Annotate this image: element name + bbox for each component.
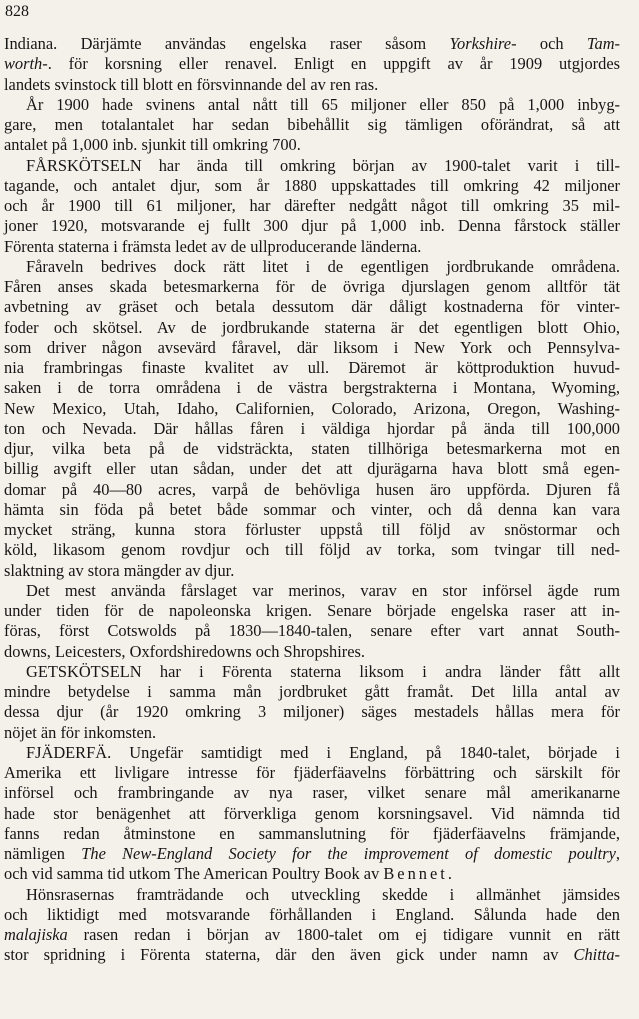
text-line [4, 115, 620, 135]
text-line [4, 75, 620, 95]
text-segment: dessa djur (år 1920 omkring 3 miljoner) säges mestadels hållas mera för [4, 702, 620, 722]
text-line [4, 500, 620, 520]
text-segment: Amerika ett livligare intresse för fjäderfäavelns förbättring och särskilt för [4, 763, 620, 782]
text-segment: Förenta staterna i främsta ledet av de ullproducerande länderna. [4, 236, 422, 256]
text-segment: gare, men totalantalet har sedan bibehållit sig tämligen oförändrat, så att [4, 115, 620, 134]
text-segment: djur, vilka beta på de vidsträckta, staten tillhöriga betesmarkerna mot en [4, 439, 620, 458]
text-segment: under tiden för de napoleonska krigen. Senare började engelska raser att in- [4, 601, 620, 620]
text-segment: köld, likasom genom rovdjur och till följd av torka, som tvingar till ned- [4, 540, 620, 560]
text-segment: Indiana. Därjämte användas engelska raser såsom [4, 34, 450, 53]
text-line [4, 257, 620, 277]
text-line [4, 135, 620, 155]
text-line [4, 783, 620, 803]
text-segment: nia frambringas finaste kvalitet av ull. Däremot är köttproduktion huvud- [4, 358, 620, 377]
text-segment: som driver någon avsevärd fåravel, där liksom i New York och Pennsylva- [4, 337, 620, 357]
text-line [4, 682, 620, 702]
text-segment: och vid samma tid utkom The American Poultry Book av [4, 864, 384, 884]
paragraph [4, 156, 620, 257]
text-line [4, 540, 620, 560]
text-segment: År 1900 hade svinens antal nått till 65 miljoner eller 850 på 1,000 inbyg- [26, 94, 620, 114]
text-segment: domar på 40—80 acres, varpå de behövliga husen äro uppförda. Djuren få [4, 479, 620, 499]
text-line [4, 277, 620, 297]
text-segment: och år 1900 till 61 miljoner, har därefter nedgått något till omkring 35 mil- [4, 196, 620, 215]
text-segment: slaktning av stora mängder av djur. [4, 560, 235, 580]
text-line [4, 459, 620, 479]
text-line [4, 763, 620, 783]
text-line [4, 864, 620, 884]
text-line [4, 419, 620, 439]
text-segment: New Mexico, Utah, Idaho, Californien, Colorado, Arizona, Oregon, Washing- [4, 398, 620, 418]
text-segment: foder och skötsel. Av de jordbrukande staterna är det egentligen blott Ohio, [4, 317, 620, 337]
text-segment: Det mest använda fårslaget var merinos, varav en stor införsel ägde rum [26, 580, 620, 600]
paragraph [4, 743, 620, 885]
text-segment: hämta sin föda på betet både sommar och vinter, och då denna kan vara [4, 499, 620, 519]
text-line [4, 561, 620, 581]
text-line [4, 945, 620, 965]
text-line [4, 216, 620, 236]
text-line [4, 399, 620, 419]
text-segment: nöjet än för inkomsten. [4, 722, 157, 742]
text-line [4, 601, 620, 621]
text-segment: antalet på 1,000 inb. sjunkit till omkring 700. [4, 135, 301, 155]
text-segment: föras, först Cotswolds på 1830—1840-talen, senare efter vart annat South- [4, 621, 620, 641]
paragraph [4, 581, 620, 662]
italic-text: The New-England Society for the improvement of domestic poultry [81, 844, 616, 863]
text-line [4, 95, 620, 115]
text-segment: och liktidigt med motsvarande förhållanden i England. Sålunda hade den [4, 904, 620, 924]
text-segment: införsel och frambringande av nya raser, vilket senare mål amerikanarne [4, 783, 620, 803]
text-line [4, 581, 620, 601]
text-segment: och [516, 34, 587, 53]
text-line [4, 662, 620, 682]
text-segment: saken i de torra områdena i de västra bergstrakterna i Montana, Wyoming, [4, 378, 620, 398]
text-segment: . för korsning eller renavel. Enligt en uppgift av år 1909 utgjordes [47, 54, 620, 74]
text-segment: . [447, 864, 452, 884]
paragraph [4, 885, 620, 966]
text-line [4, 520, 620, 540]
paragraph [4, 95, 620, 156]
text-segment: GETSKÖTSELN har i Förenta staterna liksom i andra länder fått allt [26, 661, 620, 681]
text-segment: rasen redan i början av 1800-talet om ej tidigare vunnit en rätt [67, 925, 620, 944]
text-segment: FÅRSKÖTSELN har ända till omkring början av 1900-talet varit i till- [26, 155, 620, 175]
text-segment: joner 1920, motsvarande ej fullt 300 djur på 1,000 inb. Denna fårstock ställer [4, 216, 620, 236]
text-segment: stor spridning i Förenta staterna, där den även gick under namn av [4, 945, 574, 965]
paragraph [4, 257, 620, 581]
text-line [4, 723, 620, 743]
italic-text: worth- [4, 54, 48, 74]
text-line [4, 925, 620, 945]
text-segment: nämligen [4, 844, 82, 863]
text-segment: , [615, 844, 620, 863]
text-line [4, 621, 620, 641]
text-segment: downs, Leicesters, Oxfordshiredowns och Shropshires. [4, 641, 365, 661]
text-line [4, 34, 620, 54]
text-line [4, 358, 620, 378]
text-line [4, 54, 620, 74]
text-line [4, 824, 620, 844]
text-line [4, 844, 620, 864]
text-segment: ton och Nevada. Där hållas fåren i väldiga hjordar på ända till 100,000 [4, 418, 620, 438]
paragraph [4, 34, 620, 95]
italic-text: Chitta- [573, 945, 620, 965]
italic-text: Tam- [586, 34, 620, 53]
text-line [4, 743, 620, 763]
text-line [4, 702, 620, 722]
text-line [4, 439, 620, 459]
body-text [4, 34, 620, 966]
italic-text: malajiska [4, 925, 68, 944]
text-segment: fanns redan åtminstone en sammanslutning för fjäderfäavelns främjande, [4, 823, 620, 843]
text-line [4, 176, 620, 196]
text-line [4, 905, 620, 925]
text-line [4, 196, 620, 216]
text-segment: hade stor benägenhet att förverkliga genom korsningsavel. Vid nämnda tid [4, 803, 620, 823]
text-line [4, 642, 620, 662]
text-segment: FJÄDERFÄ. Ungefär samtidigt med i England, på 1840-talet, började i [26, 742, 620, 762]
text-segment: avbetning av gräset och betala dessutom där dåligt kostnaderna för vinter- [4, 297, 620, 317]
text-segment: Hönsrasernas framträdande och utveckling skedde i allmänhet jämsides [26, 884, 620, 904]
paragraph [4, 662, 620, 743]
spaced-text: Bennet [383, 864, 448, 884]
text-line [4, 480, 620, 500]
text-line [4, 297, 620, 317]
text-segment: Fåren anses skada betesmarkerna för de övriga djurslagen genom alltför tät [4, 277, 620, 296]
text-segment: billig avgift eller utan sådan, under det att djurägarna hava blott små egen- [4, 459, 620, 479]
text-segment: mycket sträng, kunna stora förluster uppstå till följd av snöstormar och [4, 520, 620, 539]
text-line [4, 318, 620, 338]
text-segment: Fåraveln bedrives dock rätt litet i de egentligen jordbrukande områdena. [26, 256, 620, 276]
text-segment: landets svinstock till blott en försvinnande del av ren ras. [4, 74, 379, 94]
text-line [4, 237, 620, 257]
page-number: 828 [5, 3, 29, 20]
italic-text: Yorkshire- [449, 34, 517, 53]
text-line [4, 804, 620, 824]
text-segment: tagande, och antalet djur, som år 1880 uppskattades till omkring 42 miljoner [4, 175, 620, 195]
text-line [4, 885, 620, 905]
text-segment: mindre betydelse i samma mån jordbruket gått framåt. Det lilla antal av [4, 682, 620, 701]
text-line [4, 378, 620, 398]
text-line [4, 338, 620, 358]
text-line [4, 156, 620, 176]
